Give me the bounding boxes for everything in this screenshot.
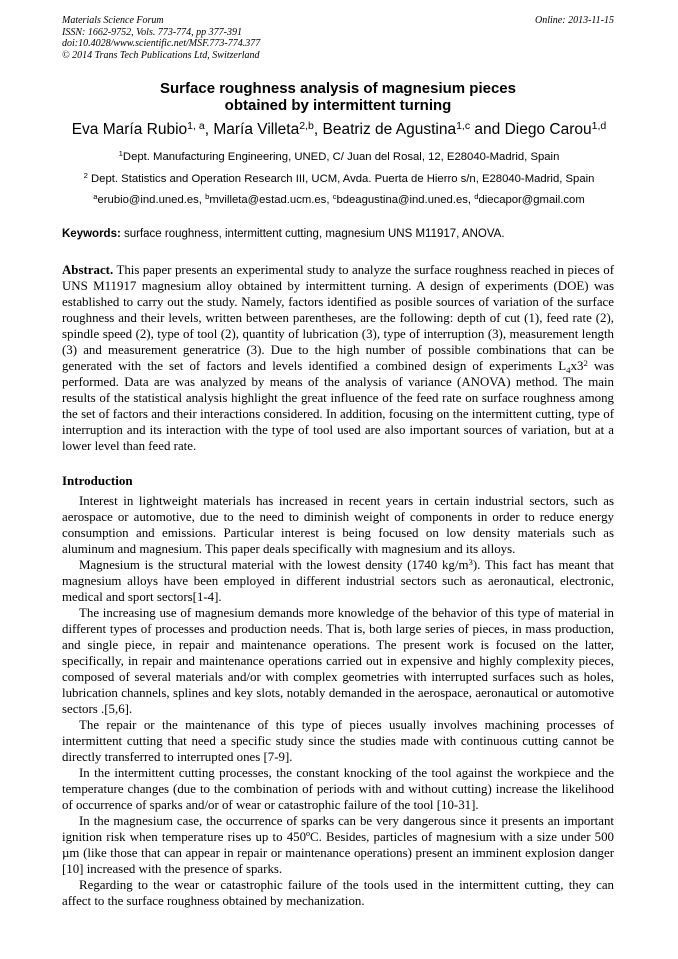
author-separator: and — [470, 121, 505, 138]
introduction-body — [62, 493, 614, 909]
author-separator: , — [204, 121, 214, 138]
affiliation-1 — [50, 150, 628, 164]
affiliation-2 — [50, 172, 628, 186]
intro-paragraph-1: Interest in lightweight materials has increased in recent years in certain industrial sectors, such as aerospace or automotive, due to the need to diminish weight of components in order to reduce energy consumption and emissions. Particular interest is being focused on low density materials such as aluminum and magnesium. This paper deals specifically with magnesium and its alloys. — [62, 494, 614, 556]
author-affiliation-mark: 1,c — [456, 119, 471, 132]
introduction-heading: Introduction — [62, 473, 133, 488]
intro-paragraph-5: In the intermittent cutting processes, the constant knocking of the tool against the workpiece and the temperature changes (due to the combination of periods with and without cutting) increase the likelihood of occurrence of sparks and/or of wear or catastrophic failure of the tool [10-31]. — [62, 766, 614, 812]
author-affiliation-mark: 1,d — [591, 119, 607, 132]
paper-title — [62, 80, 614, 114]
design-notation: x3 — [570, 359, 584, 373]
abstract-text-continued: was performed. Data are was analyzed by means of the analysis of variance (ANOVA) method. The main results of the statistical analysis highlight the great influence of the feed rate on surface roughness among the set of factors and their interactions considered. In addition, focusing on the intermittent cutting, type of interruption and its interaction with the type of tool used are also important sources of variation, but at a lower level than feed rate. — [62, 359, 614, 453]
keywords-text: surface roughness, intermittent cutting, magnesium UNS M11917, ANOVA. — [120, 228, 505, 240]
email-address[interactable]: mvilleta@estad.ucm.es, — [209, 194, 333, 206]
title-line-1: Surface roughness analysis of magnesium pieces — [160, 80, 516, 97]
email-address[interactable]: bdeagustina@ind.uned.es, — [336, 194, 475, 206]
abstract — [62, 262, 614, 454]
intro-paragraph-3: The increasing use of magnesium demands more knowledge of the behavior of this type of material in different types of processes and production needs. That is, both large series of pieces, in mass production, and single piece, in repair and maintenance operations. The present work is focused on the latter, specifically, in repair and maintenance operations carried out in expensive and highly complexity pieces, composed of several materials and/or with complex geometries with interrupted surfaces such as holes, lubrication channels, splines and key slots, notably demanded in the aerospace, aeronautical or automotive sectors .[5,6]. — [62, 606, 614, 716]
intro-paragraph-2-text-continued: ). This fact has meant that magnesium alloys have been employed in different industrial sectors such as aeronautical, electronic, medical and sport sectors[1-4]. — [62, 558, 614, 604]
abstract-paragraph — [62, 262, 614, 454]
title-line-2: obtained by intermittent turning — [224, 97, 452, 114]
design-superscript: 2 — [583, 357, 588, 368]
abstract-text: This paper presents an experimental study to analyze the surface roughness reached in pieces of UNS M11917 magnesium alloy obtained by intermittent turning. A design of experiments (DOE) was established to carry out the study. Namely, factors identified as posible sources of variation of the surface roughness and their levels, written between parentheses, are the following: depth of cut (1), feed rate (2), spindle speed (2), type of tool (2), quantity of lubrication (3), type of interruption (3), measurement length (3) and measurement generatrice (3). Due to the high number of possible combinations that can be generated with the set of factors and levels identified a combined design of experiments L — [62, 263, 614, 373]
intro-paragraph-2 — [62, 557, 614, 605]
email-mark: b — [205, 192, 210, 202]
doi-line[interactable]: doi:10.4028/www.scientific.net/MSF.773-774.377 — [62, 38, 261, 49]
intro-paragraph-2-text: Magnesium is the structural material with the lowest density (1740 kg/m — [79, 558, 469, 572]
intro-paragraph-4: The repair or the maintenance of this type of pieces usually involves machining processes of intermittent cutting that need a specific study since the studies made with continuous cutting cannot be directly transferred to interrupted ones [7-9]. — [62, 718, 614, 764]
affiliation-number: 2 — [83, 171, 88, 181]
author-list — [50, 121, 628, 139]
design-subscript: 4 — [566, 364, 571, 375]
author-name: Diego Carou — [504, 121, 592, 138]
author-affiliation-mark: 1, a — [187, 119, 205, 132]
keywords-label: Keywords: — [62, 228, 121, 240]
affiliation-number: 1 — [118, 149, 123, 159]
author-affiliation-mark: 2,b — [299, 119, 314, 132]
email-address[interactable]: diecapor@gmail.com — [478, 194, 585, 206]
keywords — [62, 227, 614, 241]
journal-name: Materials Science Forum — [62, 15, 164, 26]
affiliation-text: Dept. Manufacturing Engineering, UNED, C/ Juan del Rosal, 12, E28040-Madrid, Spain — [122, 151, 560, 163]
email-address[interactable]: erubio@ind.uned.es, — [97, 194, 206, 206]
density-exponent: 3 — [468, 556, 473, 567]
author-name: María Villeta — [213, 121, 300, 138]
author-emails — [50, 193, 628, 207]
intro-paragraph-7: Regarding to the wear or catastrophic failure of the tools used in the intermittent cutting, they can affect to the surface roughness obtained by mechanization. — [62, 878, 614, 908]
author-name: Beatriz de Agustina — [322, 121, 457, 138]
affiliation-text: Dept. Statistics and Operation Research III, UCM, Avda. Puerta de Hierro s/n, E28040-Madrid, Spain — [87, 173, 595, 185]
email-mark: a — [93, 192, 98, 202]
email-mark: d — [474, 192, 479, 202]
online-date: Online: 2013-11-15 — [535, 15, 614, 26]
author-name: Eva María Rubio — [71, 121, 188, 138]
issn-line: ISSN: 1662-9752, Vols. 773-774, pp 377-391 — [62, 26, 242, 38]
copyright-line: © 2014 Trans Tech Publications Ltd, Switzerland — [62, 49, 260, 61]
intro-paragraph-6: In the magnesium case, the occurrence of sparks can be very dangerous since it presents an important ignition risk when temperature rises up to 450ºC. Besides, particles of magnesium with a size under 500 µm (like those that can appear in repair or maintenance operations) present an imminent explosion danger [10] increased with the presence of sparks. — [62, 814, 614, 876]
journal-header — [62, 15, 614, 61]
author-separator: , — [313, 121, 323, 138]
email-mark: c — [332, 192, 337, 202]
abstract-label: Abstract. — [62, 263, 114, 277]
